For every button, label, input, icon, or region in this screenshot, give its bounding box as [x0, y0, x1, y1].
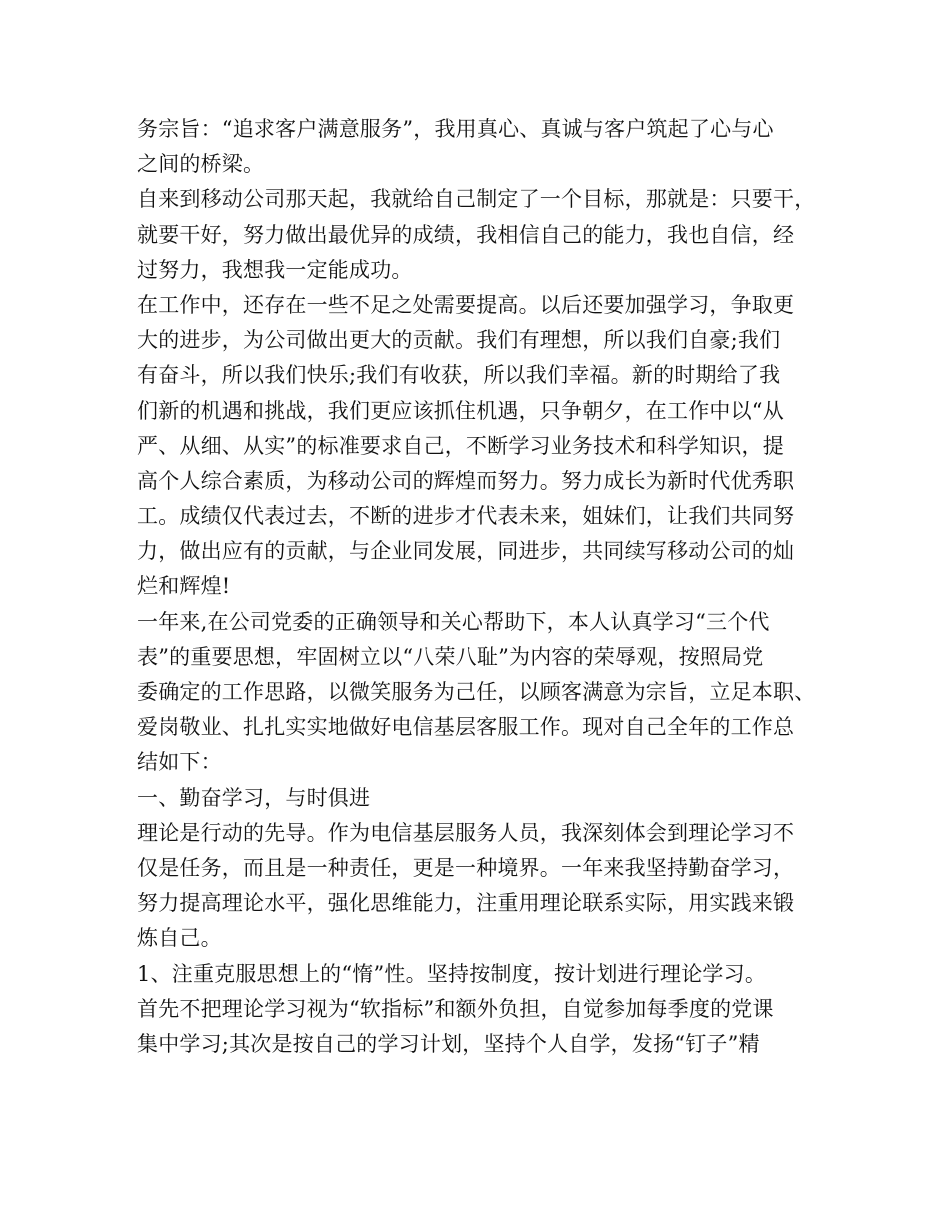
text-line: 1、注重克服思想上的“惰”性。坚持按制度，按计划进行理论学习。 — [137, 961, 767, 986]
text-line: 理论是行动的先导。作为电信基层服务人员，我深刻体会到理论学习不 — [137, 820, 795, 845]
text-line: 表”的重要思想，牢固树立以“八荣八耻”为内容的荣辱观，按照局党 — [137, 644, 764, 669]
text-line: 高个人综合素质，为移动公司的辉煌而努力。努力成长为新时代优秀职 — [137, 468, 795, 493]
text-line: 炼自己。 — [137, 926, 222, 951]
text-line: 一年来,在公司党委的正确领导和关心帮助下，本人认真学习“三个代 — [137, 609, 770, 634]
text-line: 烂和辉煌! — [137, 574, 231, 599]
text-line: 大的进步，为公司做出更大的贡献。我们有理想，所以我们自豪;我们 — [137, 328, 781, 353]
text-line: 之间的桥梁。 — [137, 152, 265, 177]
text-line: 结如下： — [137, 750, 222, 775]
text-line: 力，做出应有的贡献，与企业同发展，同进步，共同续写移动公司的灿 — [137, 539, 795, 564]
text-line: 集中学习;其次是按自己的学习计划，坚持个人自学，发扬“钉子”精 — [137, 1031, 760, 1056]
section-heading: 一、勤奋学习，与时俱进 — [137, 785, 371, 810]
text-line: 过努力，我想我一定能成功。 — [137, 257, 413, 282]
text-line: 工。成绩仅代表过去，不断的进步才代表未来，姐妹们，让我们共同努 — [137, 504, 795, 529]
text-line: 在工作中，还存在一些不足之处需要提高。以后还要加强学习，争取更 — [137, 292, 795, 317]
document-body — [137, 112, 827, 1062]
text-line: 严、从细、从实”的标准要求自己，不断学习业务技术和科学知识，提 — [137, 433, 784, 458]
text-line: 仅是任务，而且是一种责任，更是一种境界。一年来我坚持勤奋学习， — [137, 855, 795, 880]
text-line: 有奋斗，所以我们快乐;我们有收获，所以我们幸福。新的时期给了我 — [137, 363, 781, 388]
text-line: 爱岗敬业、扎扎实实地做好电信基层客服工作。现对自己全年的工作总 — [137, 715, 795, 740]
text-line: 们新的机遇和挑战，我们更应该抓住机遇，只争朝夕，在工作中以“从 — [137, 398, 784, 423]
text-line: 自来到移动公司那天起，我就给自己制定了一个目标，那就是：只要干， — [137, 187, 816, 212]
text-line: 就要干好，努力做出最优异的成绩，我相信自己的能力，我也自信，经 — [137, 222, 795, 247]
text-line: 务宗旨：“追求客户满意服务”，我用真心、真诚与客户筑起了心与心 — [137, 117, 774, 141]
text-line: 努力提高理论水平，强化思维能力，注重用理论联系实际，用实践来锻 — [137, 891, 795, 916]
text-line: 首先不把理论学习视为“软指标”和额外负担，自觉参加每季度的党课 — [137, 996, 774, 1021]
text-line: 委确定的工作思路，以微笑服务为己任，以顾客满意为宗旨，立足本职、 — [137, 680, 816, 704]
